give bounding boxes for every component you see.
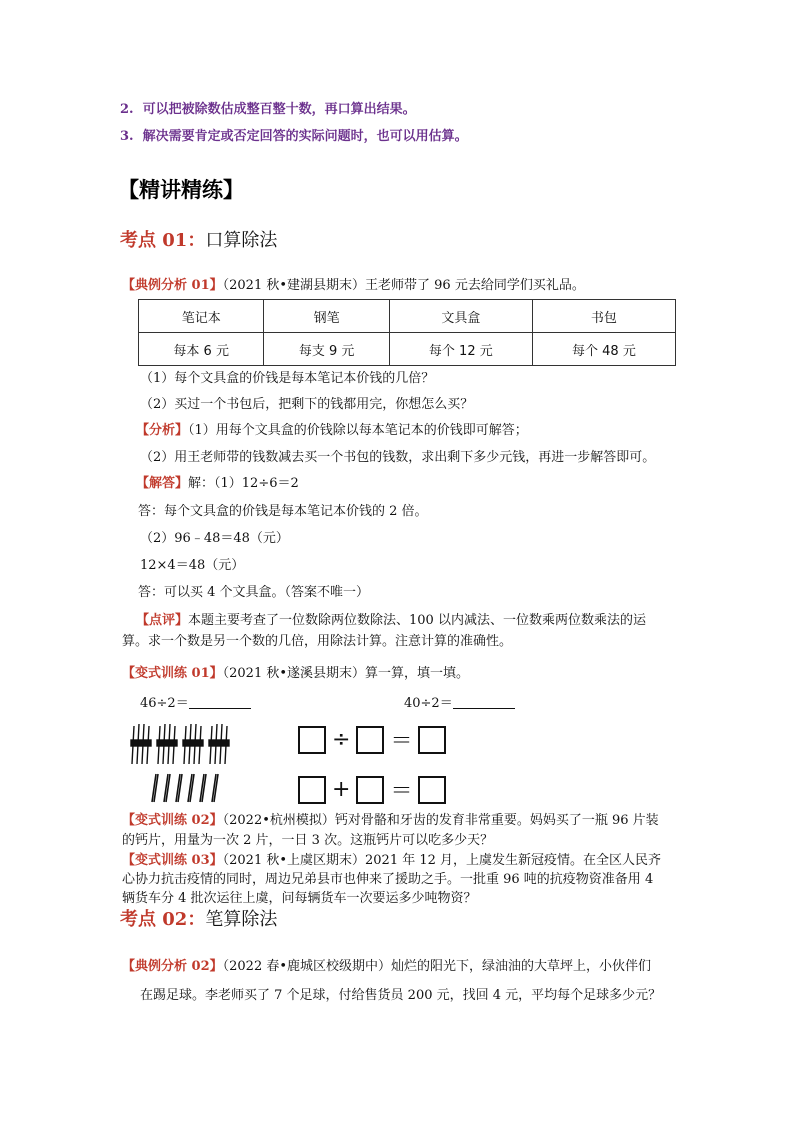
tens-bundles-illustration	[130, 718, 240, 770]
variant-3-line-2: 心协力抗击疫情的同时，周边兄弟县市也伸来了援助之手。一批重 96 吨的抗疫物资准备用 4	[122, 872, 654, 887]
expression-text: 40÷2＝	[404, 696, 453, 711]
analysis-text: （1）用每个文具盒的价钱除以每本笔记本的价钱即可解答；	[188, 423, 528, 438]
table-cell: 书包	[532, 300, 675, 333]
answer-text: 解：（1）12÷6＝2	[188, 476, 299, 491]
answer-blank[interactable]	[189, 696, 251, 709]
blank-box[interactable]	[418, 776, 446, 804]
equals-sign: ＝	[390, 779, 413, 804]
expression-40-div-2	[404, 692, 515, 711]
blank-box[interactable]	[418, 726, 446, 754]
tip-number: 2.	[120, 102, 134, 117]
kaodian-title: 笔算除法	[205, 909, 278, 930]
price-table	[138, 299, 676, 366]
tip-2	[120, 98, 416, 117]
addition-box-equation	[298, 774, 446, 805]
stick-bundle	[131, 724, 151, 764]
kaodian-label: 考点 02：	[120, 909, 206, 930]
variant-3-line-1	[122, 849, 661, 868]
example-1-intro	[122, 274, 585, 293]
table-header-row	[139, 300, 676, 333]
question-2: （2）买过一个书包后，把剩下的钱都用完，你想怎么买？	[140, 397, 474, 412]
variant-text: （2021 秋•上虞区期末）2021 年 12 月，上虞发生新冠疫情。在全区人民齐	[222, 853, 662, 868]
answer-2: 答：每个文具盒的价钱是每本笔记本价钱的 2 倍。	[138, 504, 428, 519]
divide-sign: ÷	[332, 727, 351, 752]
answer-4: 12×4＝48（元）	[140, 558, 245, 573]
answer-blank[interactable]	[453, 696, 515, 709]
variant-tag: 【变式训练 02】	[122, 813, 223, 828]
tip-number: 3.	[120, 129, 134, 144]
answer-tag: 【解答】	[136, 476, 189, 491]
analysis-1	[136, 419, 528, 438]
example-tag: 【典例分析 02】	[122, 959, 223, 974]
table-cell: 文具盒	[389, 300, 532, 333]
variant-tag: 【变式训练 03】	[122, 853, 223, 868]
stick-bundle	[157, 724, 177, 764]
table-cell: 每本 6 元	[139, 333, 264, 366]
stick-bundle	[209, 724, 229, 764]
table-cell: 每个 48 元	[532, 333, 675, 366]
blank-box[interactable]	[356, 726, 384, 754]
question-1: （1）每个文具盒的价钱是每本笔记本价钱的几倍？	[140, 371, 435, 386]
single-sticks-illustration	[150, 772, 220, 804]
kaodian-title: 口算除法	[205, 230, 278, 251]
blank-box[interactable]	[298, 726, 326, 754]
variant-text: （2022•杭州模拟）钙对骨骼和牙齿的发育非常重要。妈妈买了一瓶 96 片装	[222, 813, 659, 828]
answer-3: （2）96﹣48＝48（元）	[140, 531, 289, 546]
comment-tag: 【点评】	[136, 613, 189, 628]
answer-1	[136, 472, 299, 491]
comment-1	[136, 609, 646, 628]
comment-2: 算。求一个数是另一个数的几倍，用除法计算。注意计算的准确性。	[122, 634, 513, 649]
tip-text: 解决需要肯定或否定回答的实际问题时，也可以用估算。	[142, 129, 468, 144]
comment-text: 本题主要考查了一位数除两位数除法、100 以内减法、一位数乘两位数乘法的运	[188, 613, 646, 628]
kaodian-label: 考点 01：	[120, 230, 206, 251]
example-tag: 【典例分析 01】	[122, 278, 223, 293]
kaodian-1-heading	[120, 226, 277, 252]
division-box-equation	[298, 724, 446, 755]
section-title: 【精讲精练】	[118, 177, 244, 202]
variant-3-line-3: 辆货车分 4 批次运往上虞，问每辆货车一次要运多少吨物资？	[122, 891, 477, 906]
variant-text: （2021 秋•遂溪县期末）算一算，填一填。	[222, 666, 470, 681]
equals-sign: ＝	[390, 729, 413, 754]
example-2-line-2: 在踢足球。李老师买了 7 个足球，付给售货员 200 元，找回 4 元，平均每个足球多少元？	[140, 988, 662, 1003]
example-text: （2021 秋•建湖县期末）王老师带了 96 元去给同学们买礼品。	[222, 278, 585, 293]
plus-sign: +	[332, 777, 351, 802]
expression-text: 46÷2＝	[140, 696, 189, 711]
example-text: （2022 春•鹿城区校级期中）灿烂的阳光下，绿油油的大草坪上，小伙伴们	[222, 959, 652, 974]
expression-46-div-2	[140, 692, 251, 711]
blank-box[interactable]	[356, 776, 384, 804]
blank-box[interactable]	[298, 776, 326, 804]
variant-tag: 【变式训练 01】	[122, 666, 223, 681]
table-cell: 每支 9 元	[264, 333, 389, 366]
analysis-tag: 【分析】	[136, 423, 189, 438]
table-row	[139, 333, 676, 366]
kaodian-2-heading	[120, 905, 277, 931]
variant-1-intro	[122, 662, 469, 681]
example-2-line-1	[122, 955, 651, 974]
variant-2-line-2: 的钙片，用量为一次 2 片，一日 3 次。这瓶钙片可以吃多少天？	[122, 833, 494, 848]
table-cell: 钢笔	[264, 300, 389, 333]
analysis-2: （2）用王老师带的钱数减去买一个书包的钱数，求出剩下多少元钱，再进一步解答即可。	[140, 450, 656, 465]
table-cell: 每个 12 元	[389, 333, 532, 366]
variant-2-line-1	[122, 809, 659, 828]
answer-5: 答：可以买 4 个文具盒。（答案不唯一）	[138, 585, 370, 600]
tip-text: 可以把被除数估成整百整十数，再口算出结果。	[142, 102, 416, 117]
tip-3	[120, 125, 468, 144]
stick-bundle	[183, 724, 203, 764]
table-cell: 笔记本	[139, 300, 264, 333]
